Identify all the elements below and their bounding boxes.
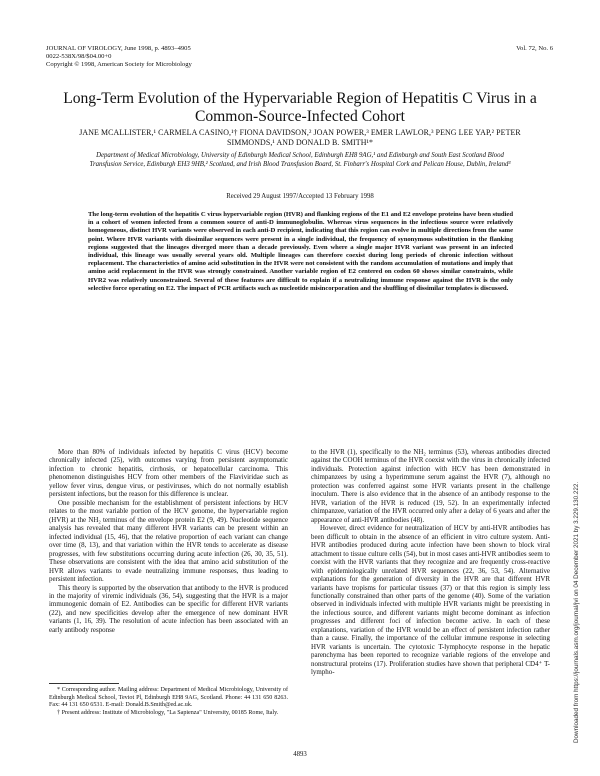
journal-copyright: Copyright © 1998, American Society for Microbiology [46,61,192,69]
paragraph: More than 80% of individuals infected by hepatitis C virus (HCV) become chronically infected (25), with outcomes varying from persistent asymptomatic infection to chronic hepatitis, cirrhosis, or hepatocellular carcinoma. This phenomenon distinguishes HCV from other members of the Flaviviridae such as yellow fever virus, dengue virus, or pestiviruses, which do not normally establish persistent infections, but the reason for this difference is unclear. [49,448,288,499]
footnotes [49,687,288,717]
body-column-left [49,448,288,634]
paragraph: This theory is supported by the observation that antibody to the HVR is produced in the majority of viremic individuals (36, 54), suggesting that the HVR is a major immunogenic domain of E2. Antibodies can be specific for different HVR variants (22), and new specificities develop after the emergence of new dominant HVR variants (1, 16, 39). The resolution of acute infection has been associated with an early antibody response [49,583,288,634]
paragraph: However, direct evidence for neutralization of HCV by anti-HVR antibodies has been difficult to obtain in the absence of an efficient in vitro culture system. Anti-HVR antibodies produced during acute infection have been shown to block viral attachment to tissue culture cells (54), but in most cases anti-HVR antibodies seem to coexist with the HVR variants that they recognize and are frequently cross-reactive with epidemiologically unrelated HVR sequences (22, 36, 53, 54). Alternative explanations for the generation of diversity in the HVR are that different HVR variants have tropisms for particular tissues (37) or that this region is simply less functionally constrained than other parts of the genome (40). Some of the variation observed in individuals infected with multiple HVR variants might be preexisting in the infectious source, and different variants might become dominant as infection progresses and different foci of infection become active. In each of these explanations, variation of the HVR would be an effect of persistent infection rather than a cause. Finally, the importance of the cellular immune response in selecting HVR variants is uncertain. The cytotoxic T-lymphocyte response in the hepatic parenchyma has been reported to recognize variable regions of the envelope and nonstructural proteins (17). Proliferation studies have shown that peripheral CD4⁺ T-lympho- [311,524,550,677]
footnote-present-address: † Present address: Institute of Microbiology, "La Sapienza" University, 00185 Rome, Italy. [57,709,279,716]
abstract: The long-term evolution of the hepatitis C virus hypervariable region (HVR) and flanking regions of the E1 and E2 envelope proteins have been studied in a cohort of women infected from a common source of anti-D immunoglobulin. Whereas virus sequences in the infectious source were relatively homogeneous, distinct HVR variants were observed in each anti-D recipient, indicating that this region can evolve in multiple directions from the same point. Where HVR variants with dissimilar sequences were present in a single individual, the frequency of synonymous substitution in the flanking regions suggested that the lineages diverged more than a decade previously. Even where a single major HVR variant was present in an infected individual, this lineage was usually several years old. Multiple lineages can therefore coexist during long periods of chronic infection without replacement. The characteristics of amino acid substitution in the HVR were not consistent with the random accumulation of mutations and imply that amino acid replacement in the HVR was strongly constrained. Another variable region of E2 centered on codon 60 shows similar constraints, while HVR2 was relatively unconstrained. Several of these features are difficult to explain if a neutralizing immune response against the HVR is the only selective force operating on E2. The impact of PCR artifacts such as nucleotide misincorporation and the shuffling of dissimilar templates is discussed. [88,211,513,292]
body-column-right [311,448,550,677]
footnote-divider [49,683,119,684]
journal-citation: JOURNAL OF VIROLOGY, June 1998, p. 4893–4905 [46,45,191,52]
journal-issn: 0022-538X/98/$04.00+0 [46,53,112,61]
paragraph: One possible mechanism for the establishment of persistent infections by HCV relates to the most variable portion of the HCV genome, the hypervariable region (HVR) at the NH₂ terminus of the envelope protein E2 (9, 49). Nucleotide sequence analysis has revealed that many different HVR variants can be present within an infected individual (15, 46), that the relative proportion of each variant can change over time (8, 13), and that variation within the HVR tends to accelerate as disease progresses, with few substitutions occurring during acute infection (26, 30, 35, 51). These observations are consistent with the idea that amino acid substitution of the HVR allows variants to evade neutralizing immune responses, thus leading to persistent infection. [49,498,288,584]
affiliations: Department of Medical Microbiology, University of Edinburgh Medical School, Edinburgh EH8 9AG,¹ and Edinburgh and South East Scotland Blood Transfusion Service, Edinburgh EH3 9HB,² Scotland, and Irish Blood Transfusion Board, St. Finbarr's Hospital Cork and Pelican House, Dublin, Ireland³ [89,152,511,168]
author-list: JANE MCALLISTER,¹ CARMELA CASINO,¹† FIONA DAVIDSON,² JOAN POWER,³ EMER LAWLOR,³ PENG LEE YAP,² PETER SIMMONDS,¹ AND DONALD B. SMITH¹* [79,128,521,147]
footnote-corresponding: * Corresponding author. Mailing address: Department of Medical Microbiology, University of Edinburgh Medical School, Teviot Pl, Edinburgh EH8 9AG, Scotland. Phone: 44 131 650 8263. Fax: 44 131 650 6531. E-mail: Donald.B.Smith@ed.ac.uk. [49,687,288,709]
article-title: Long-Term Evolution of the Hypervariable Region of Hepatitis C Virus in a Common-Source-Infected Cohort [63,90,537,125]
download-watermark: Downloaded from https://journals.asm.org/journal/jvi on 04 December 2021 by 3.229.130.222. [573,481,580,743]
page-number: 4893 [293,751,307,758]
journal-volume: Vol. 72, No. 6 [516,45,553,52]
journal-header [46,45,192,70]
received-dates: Received 29 August 1997/Accepted 13 February 1998 [226,193,374,200]
paragraph: to the HVR (1), specifically to the NH₂ terminus (53), whereas antibodies directed against the COOH terminus of the HVR coexist with the virus in chronically infected individuals. Protection against infection with HCV has been demonstrated in chimpanzees by using a hyperimmune serum against the HVR (7), although no protection was conferred against some HVR variants present in the challenge inoculum. There is also evidence that in the absence of an antibody response to the HVR, variation of the HVR is reduced (19, 52). In an experimentally infected chimpanzee, variation of the HVR occurred only after a delay of 6 years and after the appearance of anti-HVR antibodies (48). [311,448,550,524]
